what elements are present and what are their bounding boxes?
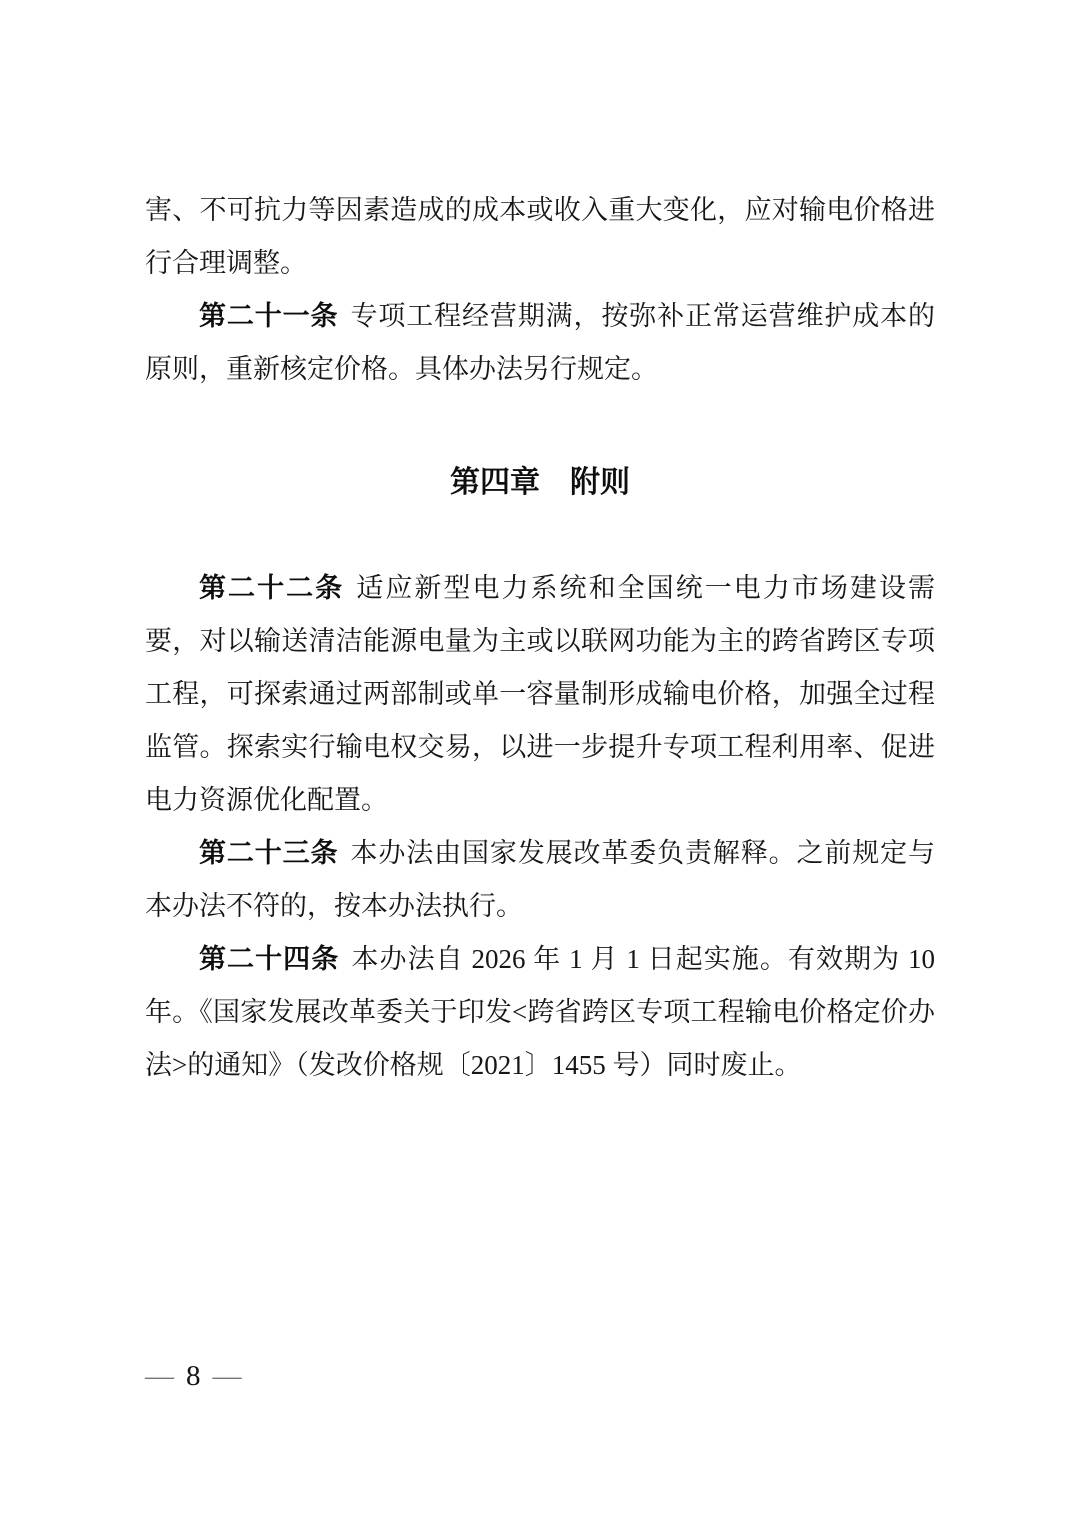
article-24-text: 本办法自 2026 年 1 月 1 日起实施。有效期为 10 年。《国家发展改革委关于印发<跨省跨区专项工程输电价格定价办法>的通知》（发改价格规〔2021〕1455 号）同时废止。 <box>145 944 936 1080</box>
page-number: 8 <box>186 1360 201 1392</box>
article-23-text: 本办法由国家发展改革委负责解释。之前规定与本办法不符的，按本办法执行。 <box>145 838 936 921</box>
article-21-number-label: 第二十一条 <box>199 301 339 331</box>
footer-right-dash: — <box>212 1360 242 1392</box>
article-23-number-label: 第二十三条 <box>199 838 339 868</box>
article-21-text: 专项工程经营期满，按弥补正常运营维护成本的原则，重新核定价格。具体办法另行规定。 <box>145 301 936 384</box>
article-22-text: 适应新型电力系统和全国统一电力市场建设需要，对以输送清洁能源电量为主或以联网功能为主的跨省跨区专项工程，可探索通过两部制或单一容量制形成输电价格，加强全过程监管。探索实行输电权交易，以进一步提升专项工程利用率、促进电力资源优化配置。 <box>145 573 936 815</box>
article-24-number-label: 第二十四条 <box>199 944 340 974</box>
article-22-number-label: 第二十二条 <box>199 573 345 603</box>
body-paragraph-continuation: 害、不可抗力等因素造成的成本或收入重大变化，应对输电价格进行合理调整。 <box>145 195 935 278</box>
article-24-paragraph <box>145 933 935 1092</box>
page-footer <box>145 1358 242 1394</box>
chapter-heading: 第四章 附则 <box>450 466 630 499</box>
footer-left-dash: — <box>145 1360 174 1392</box>
article-22-paragraph <box>145 562 935 827</box>
article-23-paragraph <box>145 827 935 933</box>
article-21-paragraph <box>145 290 935 396</box>
document-body <box>145 184 935 1092</box>
